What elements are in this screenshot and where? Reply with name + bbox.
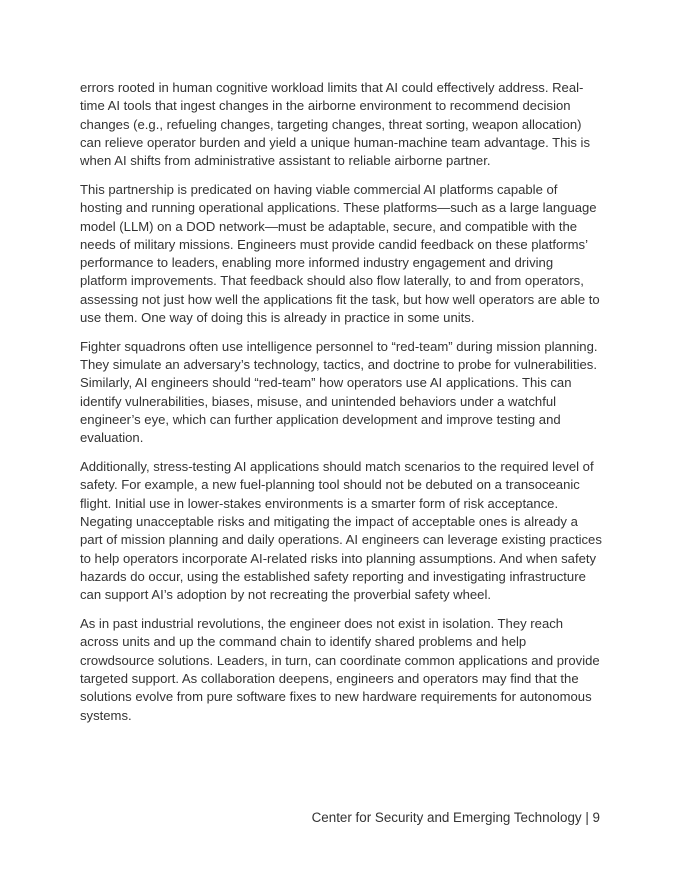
page-footer bbox=[312, 809, 600, 827]
paragraph: Additionally, stress-testing AI applications should match scenarios to the required level of safety. For example, a new fuel-planning tool should not be debuted on a transoceanic flight. Initial use in lower-stakes environments is a smarter form of risk acceptance. Negating unacceptable risks and mitigating the impact of acceptable ones is already a part of mission planning and daily operations. AI engineers can leverage existing practices to help operators incorporate AI-related risks into planning assumptions. And when safety hazards do occur, using the established safety reporting and investigating infrastructure can support AI’s adoption by not recreating the proverbial safety wheel. bbox=[80, 459, 602, 603]
paragraph: This partnership is predicated on having viable commercial AI platforms capable of hosting and running operational applications. These platforms—such as a large language model (LLM) on a DOD network—must be adaptable, secure, and compatible with the needs of military missions. Engineers must provide candid feedback on these platforms’ performance to leaders, enabling more informed industry engagement and driving platform improvements. That feedback should also flow laterally, to and from operators, assessing not just how well the applications fit the task, but how well operators are able to use them. One way of doing this is already in practice in some units. bbox=[80, 181, 600, 326]
paragraph: Fighter squadrons often use intelligence personnel to “red-team” during mission planning. They simulate an adversary’s technology, tactics, and doctrine to probe for vulnerabilities. Similarly, AI engineers should “red-team” how operators use AI applications. This can identify vulnerabilities, biases, misuse, and unintended behaviors under a watchful engineer’s eye, which can further application development and improve testing and evaluation. bbox=[80, 338, 598, 446]
page-number: 9 bbox=[592, 810, 600, 825]
document-body bbox=[80, 79, 602, 735]
footer-separator: | bbox=[585, 810, 589, 825]
footer-organization: Center for Security and Emerging Technology bbox=[311, 810, 582, 825]
paragraph: As in past industrial revolutions, the engineer does not exist in isolation. They reach across units and up the command chain to identify shared problems and help crowdsource solutions. Leaders, in turn, can coordinate common applications and provide targeted support. As collaboration deepens, engineers and operators may find that the solutions evolve from pure software fixes to new hardware requirements for autonomous systems. bbox=[80, 616, 600, 723]
paragraph: errors rooted in human cognitive workload limits that AI could effectively address. Real-time AI tools that ingest changes in the airborne environment to recommend decision changes (e.g., refueling changes, targeting changes, threat sorting, weapon allocation) can relieve operator burden and yield a unique human-machine team advantage. This is when AI shifts from administrative assistant to reliable airborne partner. bbox=[80, 80, 591, 169]
